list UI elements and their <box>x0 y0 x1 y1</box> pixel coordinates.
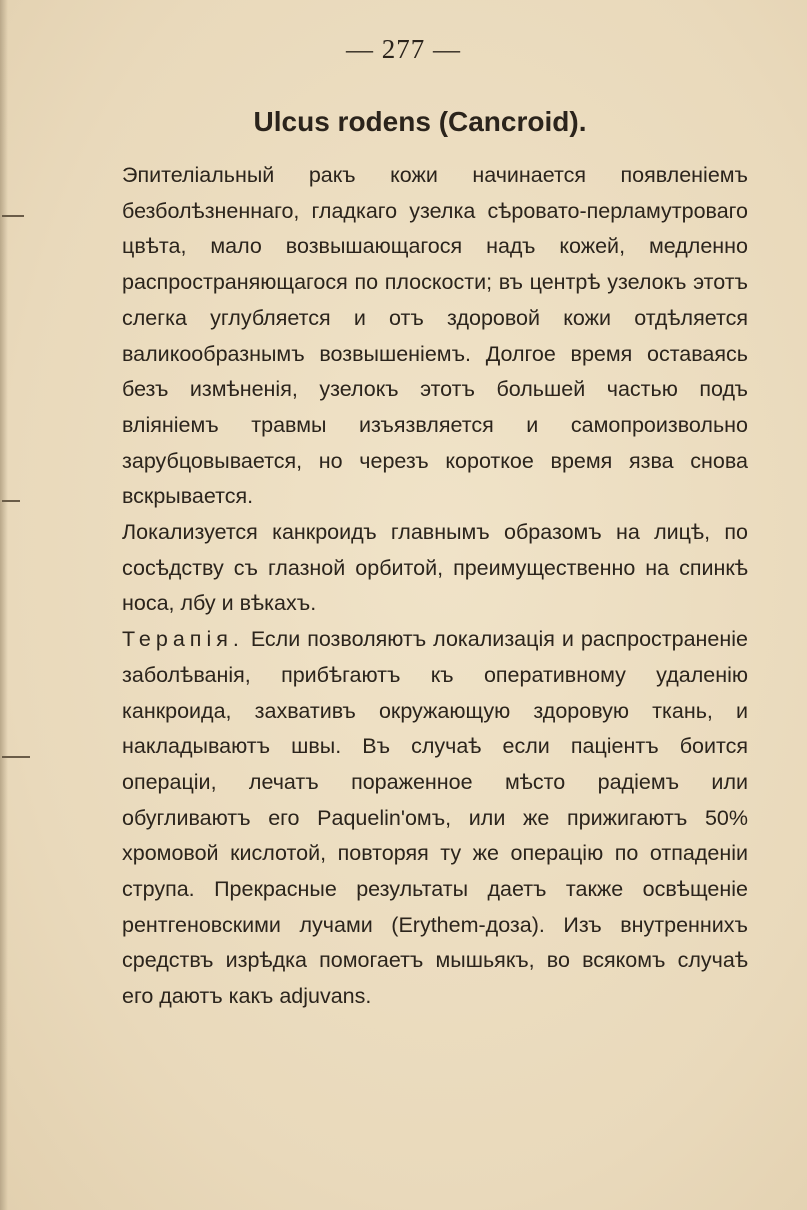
paragraph-3 <box>122 622 748 1015</box>
therapy-heading: Терапія. <box>122 627 244 652</box>
paragraph-2: Локализуется канкроидъ главнымъ образомъ на лицѣ, по сосѣдству съ глазной орбитой, преимущественно на спинкѣ носа, лбу и вѣкахъ. <box>122 520 748 616</box>
paragraph-1: Эпителіальный ракъ кожи начинается появленіемъ безболѣзненнаго, гладкаго узелка сѣровато-перламутроваго цвѣта, мало возвышающагося надъ кожей, медленно распространяющагося по плоскости; въ центрѣ узелокъ этотъ слегка углубляется и отъ здоровой кожи отдѣляется валикообразнымъ возвышеніемъ. Долгое время оставаясь безъ измѣненія, узелокъ этотъ большей частью подъ вліяніемъ травмы изъязвляется и самопроизвольно зарубцовывается, но черезъ короткое время язва снова вскрывается. <box>122 163 748 509</box>
body-text <box>122 158 748 1015</box>
page-number: — 277 — <box>346 34 461 64</box>
margin-mark <box>2 500 20 502</box>
therapy-text: Если позволяютъ локализація и распространеніе заболѣванія, прибѣгаютъ къ оперативному удаленію канкроида, захвативъ окружающую здоровую ткань, и накладываютъ швы. Въ случаѣ если паціентъ боится операціи, лечатъ пораженное мѣсто радіемъ или обугливаютъ его Paquelin'омъ, или же прижигаютъ 50% хромовой кислотой, повторяя ту же операцію по отпаденіи струпа. Прекрасные результаты даетъ также освѣщеніе рентгеновскими лучами (Erythem-доза). Изъ внутреннихъ средствъ изрѣдка помогаетъ мышьякъ, во всякомъ случаѣ его даютъ какъ adjuvans. <box>122 627 748 1009</box>
section-title: Ulcus rodens (Cancroid). <box>253 106 587 137</box>
margin-mark <box>2 756 30 758</box>
page-binding-edge <box>0 0 8 1210</box>
margin-mark <box>2 215 24 217</box>
